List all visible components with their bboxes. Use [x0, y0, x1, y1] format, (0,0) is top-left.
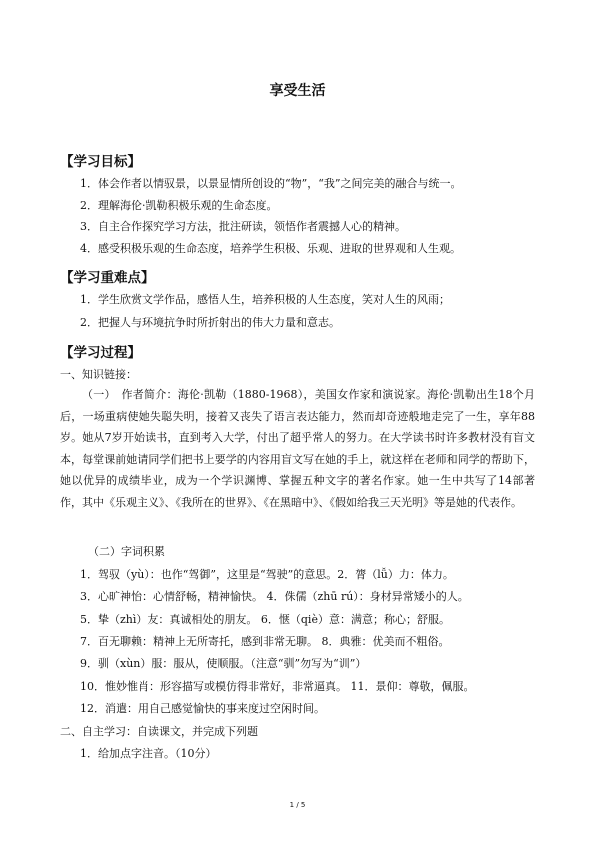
author-intro-paragraph: （一） 作者简介：海伦·凯勒（1880-1968），美国女作家和演说家。海伦·凯勒出生18个月后，一场重病使她失聪失明，接着又丧失了语言表达能力，然而却奇迹般地走完了一生，享年88岁。她从7岁开始读书，直到考入大学，付出了超乎常人的努力。在大学读书时许多教材没有盲文本，每堂课前她请同学们把书上要学的内容用盲文写在她的手上，就这样在老师和同学的帮助下，她以优异的成绩毕业，成为一个学识渊博、掌握五种文字的著名作家。她一生中共写了14部著作，其中《乐观主义》、《我所在的世界》、《在黑暗中》、《假如给我三天光明》等是她的代表作。	[60, 388, 535, 509]
vocab-item: 7．百无聊赖：精神上无所寄托，感到非常无聊。 8．典雅：优美而不粗俗。	[80, 635, 450, 648]
page-number: 1 / 5	[289, 801, 306, 809]
process-heading: 【学习过程】	[60, 345, 141, 361]
objective-item: 2．理解海伦·凯勒积极乐观的生命态度。	[80, 199, 278, 212]
key-points-heading: 【学习重难点】	[60, 270, 155, 286]
objective-item: 4．感受积极乐观的生命态度，培养学生积极、乐观、进取的世界观和人生观。	[80, 242, 461, 255]
vocab-item: 5．挚（zhì）友：真诚相处的朋友。 6．惬（qiè）意：满意；称心；舒服。	[80, 613, 450, 626]
objective-item: 3．自主合作探究学习方法，批注研读，领悟作者震撼人心的精神。	[80, 220, 406, 233]
vocab-item: 9．驯（xùn）服：服从，使顺服。（注意“驯”勿写为“训”）	[80, 657, 367, 670]
vocab-item: 10．惟妙惟肖：形容描写或模仿得非常好，非常逼真。 11．景仰：尊敬，佩服。	[80, 680, 475, 693]
objectives-heading: 【学习目标】	[60, 154, 141, 170]
vocab-item: 3．心旷神怡：心情舒畅，精神愉快。 4．侏儒（zhū rú）：身材异常矮小的人。	[80, 590, 469, 603]
page-title: 享受生活	[269, 83, 326, 99]
part2-item: 1．给加点字注音。（10分）	[80, 747, 217, 760]
vocab-title: （二）字词积累	[88, 545, 165, 558]
key-point-item: 2．把握人与环境抗争时所折射出的伟大力量和意志。	[80, 316, 340, 329]
vocab-item: 1．驾驭（yù）：也作“驾御”，这里是“驾驶”的意思。2．膂（lǚ）力：体力。	[80, 568, 454, 581]
part1-title: 一、知识链接：	[60, 368, 137, 381]
objective-item: 1．体会作者以情驭景，以景显情所创设的“物”，“我”之间完美的融合与统一。	[80, 177, 462, 190]
key-point-item: 1．学生欣赏文学作品，感悟人生，培养积极的人生态度，笑对人生的风雨；	[80, 293, 450, 306]
part2-title: 二、自主学习：自读课文，并完成下列题	[60, 725, 258, 738]
vocab-item: 12．消遣：用自己感觉愉快的事来度过空闲时间。	[80, 702, 325, 715]
